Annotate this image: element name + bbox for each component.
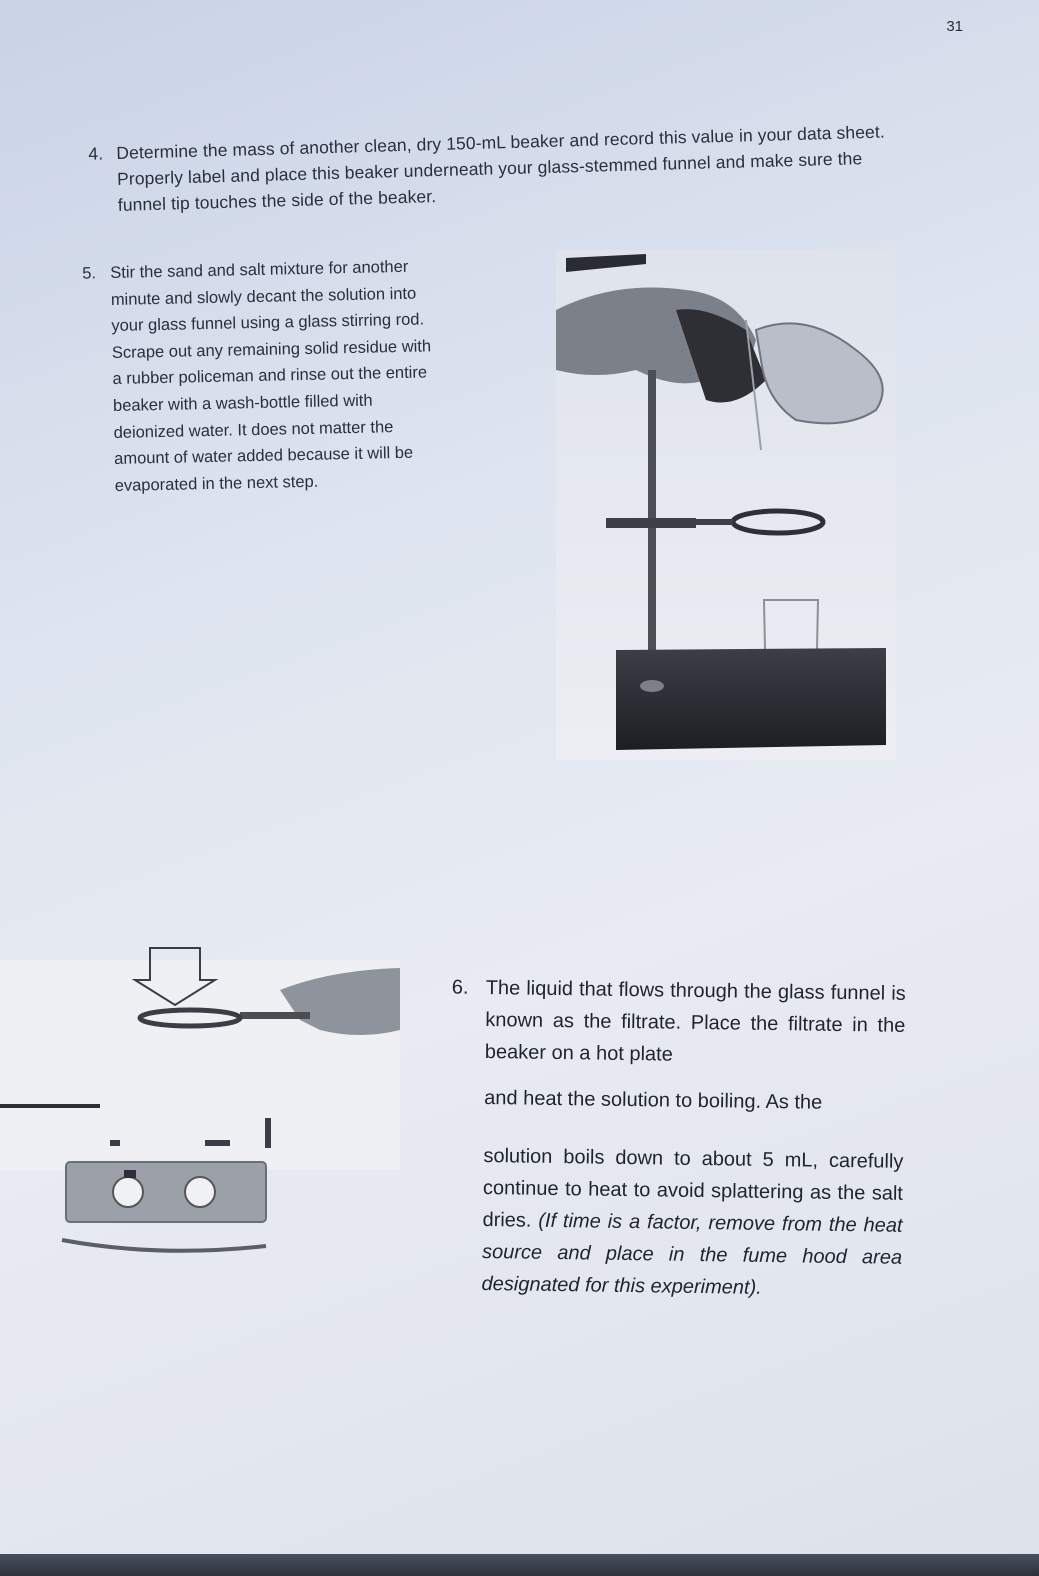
step-6-line-1: The liquid that flows through the glass funnel is known as the filtrate. Place the filtrate in the beaker on a hot plate xyxy=(484,976,906,1066)
page-bottom-shadow xyxy=(0,1554,1039,1576)
ring-stand-filtration-photo xyxy=(556,250,896,760)
step-6-line-3 xyxy=(481,1140,903,1306)
page-number: 31 xyxy=(946,18,963,35)
step-6-line-3-plain: solution boils down to about 5 mL, carefully continue to heat to avoid splattering as the salt dries. xyxy=(482,1144,904,1232)
step-6 xyxy=(451,972,906,1306)
step-4-number: 4. xyxy=(88,143,104,164)
step-5-number: 5. xyxy=(82,264,97,283)
ring-stand-illustration xyxy=(556,250,896,760)
step-5-text: Stir the sand and salt mixture for another minute and slowly decant the solution into your glass funnel using a glass stirring rod. Scrape out any remaining solid residue with a rubber policeman and rinse out the entire beaker with a wash-bottle filled with deionized water. It does not matter the amount of water added because it will be evaporated in the next step. xyxy=(110,257,432,495)
step-6-line-3-italic: (If time is a factor, remove from the heat source and place in the fume hood area designated for this experiment). xyxy=(481,1209,903,1299)
step-4 xyxy=(88,118,908,218)
hot-plate-photo xyxy=(0,940,410,1270)
step-6-line-2: and heat the solution to boiling. As the xyxy=(484,1086,823,1114)
step-4-text: Determine the mass of another clean, dry 150-mL beaker and record this value in your data sheet. Properly label and place this beaker underneath your glass-stemmed funnel and make sure the funnel tip touches the side of the beaker. xyxy=(116,121,886,215)
step-5 xyxy=(82,253,445,499)
step-6-number: 6. xyxy=(451,976,469,999)
hot-plate-illustration xyxy=(0,940,410,1270)
